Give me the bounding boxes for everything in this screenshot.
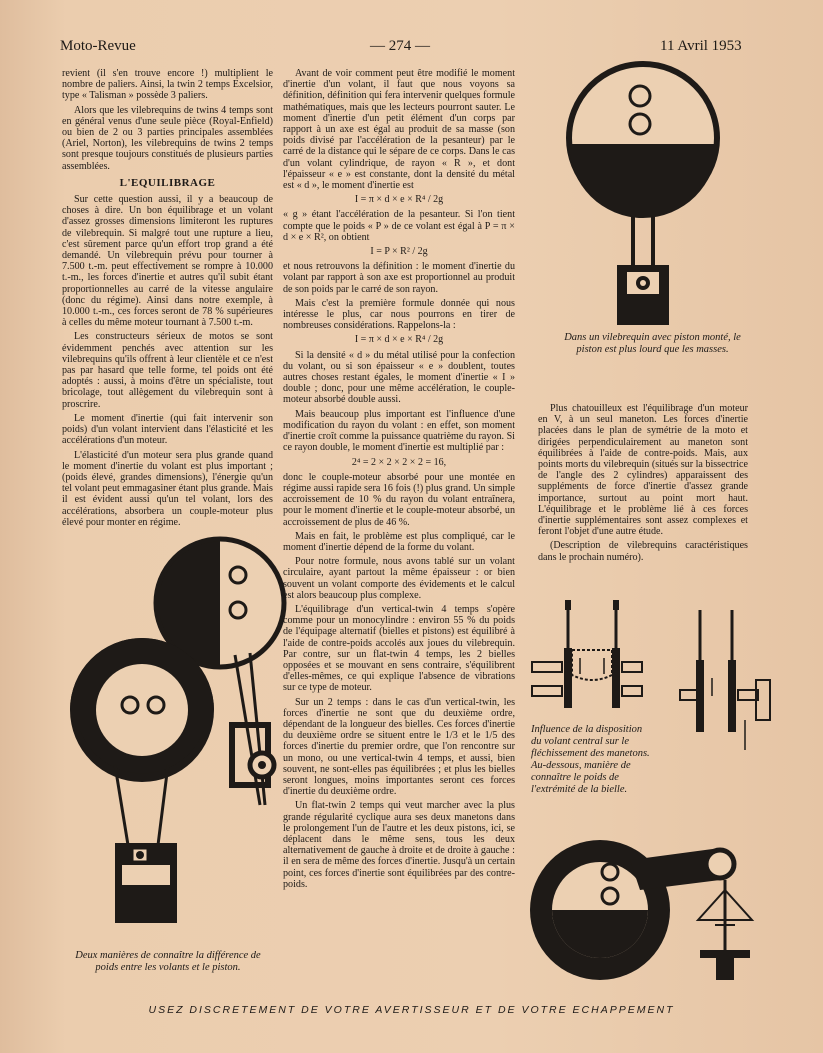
header-page-number: — 274 — — [370, 38, 430, 54]
paragraph: donc le couple-moteur absorbé pour une montée en régime aussi rapide sera 16 fois (!) plus grand. Un simple accroissement de 10 % du rayon du volant entraînera, pour le moment d'inertie et le couple-moteur absorbé, un accroissement de plus de 46 %. — [283, 471, 515, 528]
formula-inertia-2: I = P × R² / 2g — [370, 246, 428, 258]
paragraph: Le moment d'inertie (qui fait intervenir son poids) d'un volant intervient dans l'élasticité et les accélérations d'un moteur. — [62, 412, 273, 447]
top-right-caption: Dans un vilebrequin avec piston monté, le piston est plus lourd que les masses. — [564, 332, 741, 355]
column-3 — [538, 403, 748, 563]
formula-inertia-1: I = π × d × e × R⁴ / 2g — [354, 194, 444, 206]
section-heading: L'EQUILIBRAGE — [119, 176, 216, 189]
flywheel-weighing-figure — [60, 535, 295, 945]
paragraph: Si la densité « d » du métal utilisé pour la confection du volant, ou si son épaisseur « e » doublent, toutes autres choses restant égales, le moment d'inertie « I » double ; donc, pour une même accélération, le couple-moteur absorbé double aussi. — [283, 349, 515, 406]
middle-right-caption: Influence de la disposition du volant central sur le fléchissement des manetons. Au-dessous, manière de connaître le poids de l'extrémité de la bielle. — [531, 724, 650, 795]
crankshaft-piston-figure — [555, 60, 745, 330]
connecting-rod-weighing-figure — [520, 830, 770, 995]
paragraph: Pour notre formule, nous avons tablé sur un volant circulaire, ayant partout la même épaisseur : or bien souvent un volant comporte des évidements et le calcul est alors beaucoup plus complexe. — [283, 556, 515, 601]
formula-power-four: 2⁴ = 2 × 2 × 2 × 2 = 16, — [351, 456, 447, 468]
paragraph: L'élasticité d'un moteur sera plus grande quand le moment d'inertie du volant est plus important ; (poids élevé, grandes dimensions), l'énergie qu'un tel volant peut emmagasiner étant plus grande. Mais il est évident aussi qu'un tel volant, lors des accélérations, absorbera un couple-moteur plus élevé pour monter en régime. — [62, 449, 273, 528]
paragraph: Plus chatouilleux est l'équilibrage d'un moteur en V, à un seul maneton. Les forces d'inertie placées dans le plan de symétrie de la moto et dirigées perpendiculairement au maneton sont équilibrées à l'aide de contre-poids. Mais, aux points morts du vilebrequin (situés sur la bissectrice de l'angle des 2 cylindres) apparaissent des suppléments de force d'inertie d'assez grande importance, surtout au point mort haut. L'équilibrage et le problème lié à ces forces d'inertie supplémentaires sont assez complexes et feront l'objet d'une autre étude. — [538, 403, 748, 538]
paragraph: Sur un 2 temps : dans le cas d'un vertical-twin, les forces d'inertie ne sont que du deuxième ordre, dépendant de la longueur des bielles. Ces forces d'inertie du deuxième ordre se situent entre le 1/3 et le 1/5 des forces d'inertie du premier ordre, que l'on rencontre sur un mono, ou une vertical-twin 4 temps, et aussi, bien souvent, ne sont-elles pas équilibrées ; et plus les bielles seront longues, moins importantes seront ces forces d'inertie du deuxième ordre. — [283, 696, 515, 798]
column-1 — [62, 68, 273, 538]
paragraph: Mais c'est la première formule donnée qui nous intéresse le plus, car nous pourrons en tirer de nombreuses considérations. Rappelons-la : — [283, 297, 515, 332]
paragraph: Alors que les vilebrequins de twins 4 temps sont en général venus d'une seule pièce (Royal-Enfield) ou bien de 2 ou 3 parties principales assemblées (Ariel, Norton), les vilebrequins de twins 2 temps sont presque toujours constitués de plusieurs parties assemblées. — [62, 104, 273, 172]
left-figure-caption: Deux manières de connaître la différence de poids entre les volants et le piston. — [75, 950, 261, 973]
paragraph: « g » étant l'accélération de la pesanteur. Si l'on tient compte que le poids « P » de ce volant est égal à P = π × d × e × R², on obtient — [283, 209, 515, 243]
formula-inertia-3: I = π × d × e × R⁴ / 2g — [354, 334, 444, 346]
footer-slogan: USEZ DISCRETEMENT DE VOTRE AVERTISSEUR ET DE VOTRE ECHAPPEMENT — [148, 1004, 675, 1016]
paragraph: Sur cette question aussi, il y a beaucoup de choses à dire. Un bon équilibrage et un volant d'assez grosses dimensions limiteront les ruptures de vilebrequin. Si malgré tout une rupture a lieu, c'est sûrement parce qu'un effort trop grand a été demandé. Un vilebrequin prévu pour tourner à 7.500 t.-m. peut effectivement se rompre à 10.000 t.-m., les forces d'inertie et autres qu'il subit étant proportionnelles au carré de la vitesse angulaire (donc du régime). Ainsi dans notre exemple, à 10.000 t.-m., ces forces seront de 78 % supérieures à celles du même moteur tournant à 7.500 t.-m. — [62, 194, 273, 329]
header-magazine-name: Moto-Revue — [60, 38, 136, 54]
paragraph: Mais beaucoup plus important est l'influence d'une modification du rayon du volant : en effet, son moment d'inertie croît comme la puissance quatrième du rayon. Si ce rayon double, le moment d'inertie est multiplié par : — [283, 408, 515, 454]
paragraph: Avant de voir comment peut être modifié le moment d'inertie d'un volant, il faut que nous voyons sa définition, définition qui fera intervenir quelques formule mathématiques, mais que les lecteurs pourront sauter. Le moment d'inertie d'un petit élément d'un corps par rapport à un axe est égal au produit de sa masse (son poids divisé par l'accélération de la pesanteur) par le carré de la distance qui le sépare de ce corps. Dans le cas d'un volant cylindrique, de rayon « R », et dont l'épaisseur « e » est constante, dont la densité du métal est « d », le moment d'inertie est — [283, 68, 515, 192]
paragraph: L'équilibrage d'un vertical-twin 4 temps s'opère comme pour un monocylindre : environ 55 % du poids de l'équipage alternatif (bielles et pistons) est équilibré à l'aide de contre-poids accolés aux joues du vilebrequin. Par contre, sur un flat-twin 4 temps, les 2 bielles opposées et se mouvant en sens contraire, s'équilibrent d'elles-mêmes, ce qui explique l'absence de vibrations sur ce type de moteur. — [283, 603, 515, 694]
paragraph: (Description de vilebrequins caractéristiques dans le prochain numéro). — [538, 540, 748, 563]
paragraph: Les constructeurs sérieux de motos se sont évidemment penchés avec attention sur les vilebrequins qu'ils offrent à leur clientèle et ce n'est pas par hasard que telle forme, tel poids ont été adoptés : aussi, à moins d'être un spécialiste, tout bricolage, tout allègement du vilebrequin sont à proscrire. — [62, 331, 273, 410]
paragraph: Un flat-twin 2 temps qui veut marcher avec la plus grande régularité cyclique aura ses deux manetons dans le prolongement l'un de l'autre et les deux pistons, ici, se déplacent dans le même sens, tous les deux alternativement de gauche à droite et de droite à gauche : il en sera de même des forces d'inertie. Jusqu'à un certain point, ces forces d'inertie sont équilibrées par des contre-poids. — [283, 800, 515, 890]
header-date: 11 Avril 1953 — [660, 38, 742, 54]
paragraph: et nous retrouvons la définition : le moment d'inertie du volant par rapport à son axe est proportionnel au produit de son poids par le carré de son rayon. — [283, 261, 515, 295]
column-2 — [283, 68, 515, 998]
paragraph: Mais en fait, le problème est plus compliqué, car le moment d'inertie dépend de la forme du volant. — [283, 530, 515, 553]
paragraph: revient (il s'en trouve encore !) multiplient le nombre de paliers. Ainsi, la twin 2 temps Excelsior, type « Talisman » possède 3 paliers. — [62, 68, 273, 102]
